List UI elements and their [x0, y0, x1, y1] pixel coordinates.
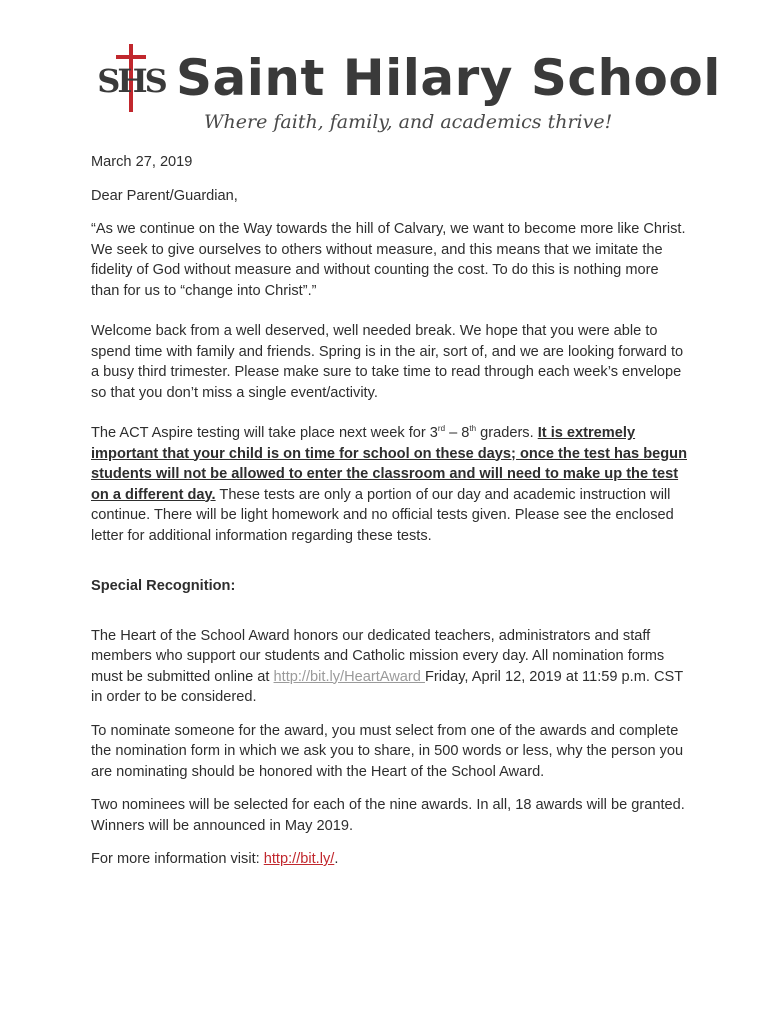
school-tagline: Where faith, family, and academics thrive!	[204, 111, 613, 133]
school-name: Saint Hilary School	[176, 49, 721, 107]
act-emphasis: It is extremely important that your child is on time for school on these days; once the test has begun students will not be allowed to enter the classroom and will need to make up the test on a different day.	[91, 425, 687, 503]
letter-date: March 27, 2019	[91, 154, 193, 170]
logo-letters: SHS	[97, 62, 165, 100]
letter-greeting: Dear Parent/Guardian,	[91, 187, 238, 204]
nominate-paragraph: To nominate someone for the award, you must select from one of the awards and complete the nomination form in which we ask you to share, in 500 words or less, why the person you are nominating should be honored with the Heart of the School Award.	[91, 722, 684, 780]
school-cross-logo	[96, 42, 168, 114]
nominees-paragraph: Two nominees will be selected for each of the nine awards. In all, 18 awards will be granted. Winners will be announced in May 2019.	[91, 797, 685, 834]
heart-award-link[interactable]: http://bit.ly/HeartAward	[273, 668, 425, 685]
act-aspire-paragraph: The ACT Aspire testing will take place next week for 3rd – 8th graders. It is extremely important that your child is on time for school on these days; once the test has begun students will not be allowed to enter the classroom and will need to make up the test on a different day. These tests are only a portion of our day and academic instruction will continue. There will be light homework and no official tests given. Please see the enclosed letter for additional information regarding these tests.	[91, 424, 687, 544]
letterhead	[0, 0, 770, 140]
special-recognition-heading: Special Recognition:	[91, 578, 236, 594]
letter-body	[91, 152, 687, 870]
more-info-link[interactable]: http://bit.ly/	[263, 851, 335, 867]
opening-quote: “As we continue on the Way towards the hill of Calvary, we want to become more like Christ. We seek to give ourselves to others without measure, and this means that we imitate the fidelity of God without measure and without counting the cost. To do this is nothing more than for us to “change into Christ”.”	[91, 221, 686, 299]
heart-award-paragraph: The Heart of the School Award honors our dedicated teachers, administrators and staff members who support our students and Catholic mission every day. All nomination forms must be submitted online at http://bit.ly/HeartAward Friday, April 12, 2019 at 11:59 p.m. CST in order to be considered.	[91, 627, 683, 705]
welcome-paragraph: Welcome back from a well deserved, well needed break. We hope that you were able to spend time with family and friends. Spring is in the air, sort of, and we are looking forward to a busy third trimester. Please make sure to take time to read through each week’s envelope so that you don’t miss a single event/activity.	[91, 323, 684, 401]
more-info-paragraph: For more information visit: http://bit.ly/.	[91, 851, 339, 867]
